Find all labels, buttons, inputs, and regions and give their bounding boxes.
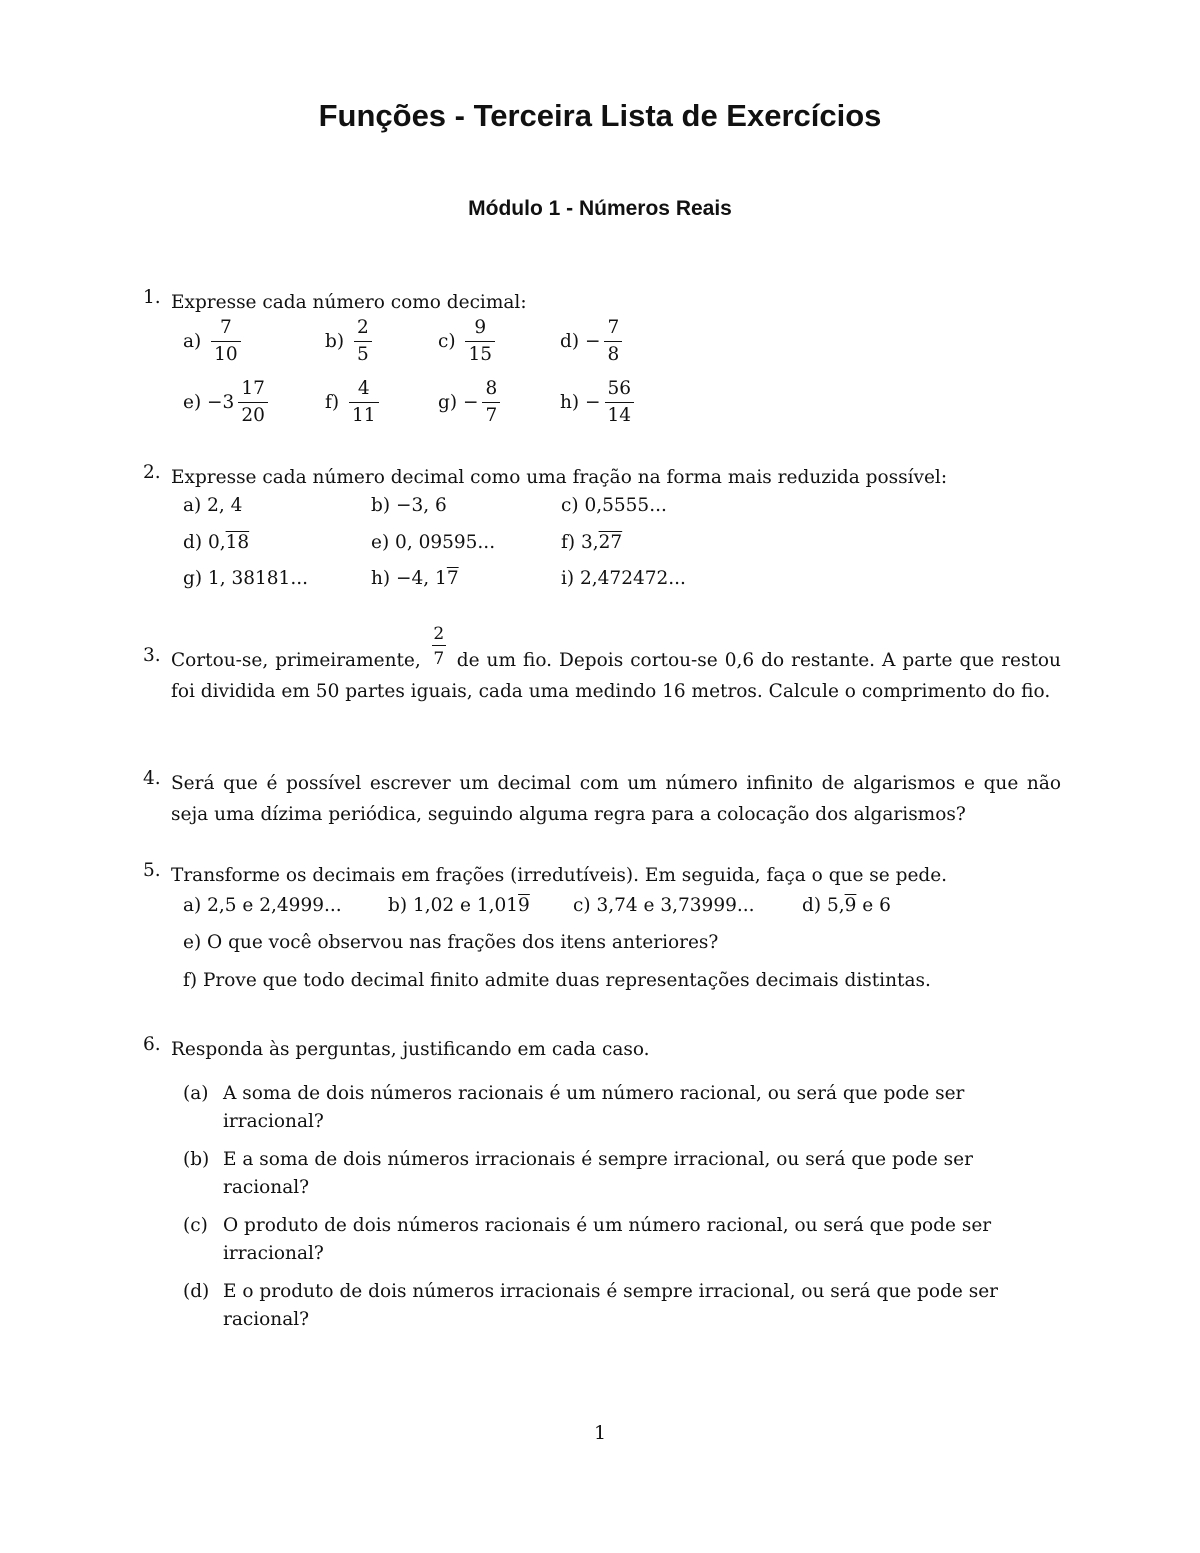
subquestion-text: A soma de dois números racionais é um número racional, ou será que pode ser irracional?	[223, 1083, 965, 1132]
question-number: 6.	[143, 1034, 161, 1055]
q2-item-text: f) 3,	[561, 532, 599, 553]
q5-item-d-suffix: e 6	[856, 895, 891, 916]
q1-item-label: d) −	[560, 331, 601, 352]
repeating-digits: 9	[518, 895, 530, 916]
q2-item-text: e) 0, 09595...	[371, 532, 496, 553]
fraction-denominator: 10	[214, 344, 238, 365]
q1-item-label: g) −	[438, 392, 479, 413]
fraction	[349, 376, 379, 429]
q5-item-c: c) 3,74 e 3,73999...	[573, 895, 755, 916]
q1-item	[560, 376, 634, 429]
fraction-numerator: 9	[465, 315, 495, 342]
fraction	[482, 376, 500, 429]
q2-item-text: c) 0,5555...	[561, 495, 667, 516]
q1-item-label: b)	[325, 331, 350, 352]
question-text	[171, 624, 1061, 707]
q5-item-a: a) 2,5 e 2,4999...	[183, 895, 342, 916]
q1-item	[560, 315, 622, 368]
repeating-digits: 18	[225, 532, 250, 553]
page-number: 1	[593, 1422, 607, 1444]
question-number: 2.	[143, 462, 161, 483]
fraction-denominator: 15	[468, 344, 493, 365]
question-number: 3.	[143, 645, 161, 666]
subquestion-label: (d)	[183, 1281, 210, 1302]
fraction-numerator: 8	[482, 376, 500, 403]
q3-text-before: Cortou-se, primeiramente,	[171, 650, 421, 671]
fraction	[211, 315, 241, 368]
fraction-denominator: 20	[241, 405, 265, 426]
fraction	[605, 376, 635, 429]
fraction-numerator: 56	[605, 376, 635, 403]
q1-item-label: c)	[438, 331, 462, 352]
q1-item	[438, 315, 495, 368]
repeating-digits: 27	[598, 532, 623, 553]
q2-item	[561, 532, 622, 553]
q2-item	[371, 532, 495, 553]
q5-item-b-text: b) 1,02 e 1,01	[388, 895, 519, 916]
q5-item-e: e) O que você observou nas frações dos itens anteriores?	[183, 932, 719, 953]
fraction-numerator: 7	[604, 315, 622, 342]
question-text: Expresse cada número como decimal:	[171, 292, 527, 313]
fraction	[238, 376, 268, 429]
question-text: Responda às perguntas, justificando em cada caso.	[171, 1039, 650, 1060]
q2-item	[183, 532, 249, 553]
module-subtitle: Módulo 1 - Números Reais	[468, 197, 732, 220]
q2-item-text: d) 0,	[183, 532, 226, 553]
question-number: 1.	[143, 287, 161, 308]
fraction-numerator: 17	[238, 376, 268, 403]
q3-fraction-bar	[432, 645, 446, 646]
question-text: Será que é possível escrever um decimal com um número infinito de algarismos e que não seja uma dízima periódica, seguindo alguma regra para a colocação dos algarismos?	[171, 773, 1061, 825]
q2-item	[183, 495, 242, 516]
q1-item	[325, 315, 372, 368]
fraction-numerator: 7	[211, 315, 241, 342]
q5-item-f: f) Prove que todo decimal finito admite duas representações decimais distintas.	[183, 970, 931, 991]
q1-item-label: f)	[325, 392, 345, 413]
q1-item-label: e) −3	[183, 392, 235, 413]
document-title: Funções - Terceira Lista de Exercícios	[318, 98, 882, 133]
subquestion-label: (c)	[183, 1215, 208, 1236]
repeating-digits: 7	[446, 568, 459, 589]
question-number: 5.	[143, 860, 161, 881]
fraction-numerator: 4	[349, 376, 379, 403]
fraction-denominator: 7	[485, 405, 498, 426]
q2-item	[561, 495, 667, 516]
q3-fraction-numerator: 2	[433, 624, 445, 644]
fraction-numerator: 2	[354, 315, 372, 342]
question-text: Transforme os decimais em frações (irredutíveis). Em seguida, faça o que se pede.	[171, 865, 948, 886]
q5-item-d	[802, 895, 891, 916]
q3-fraction-denominator: 7	[433, 649, 445, 669]
q2-item-text: b) −3, 6	[371, 495, 447, 516]
repeating-digits: 9	[844, 895, 857, 916]
q2-item-text: i) 2,472472...	[561, 568, 686, 589]
q2-item-text: g) 1, 38181...	[183, 568, 308, 589]
question-number: 4.	[143, 768, 161, 789]
q2-item	[371, 495, 447, 516]
question-text: Expresse cada número decimal como uma fração na forma mais reduzida possível:	[171, 467, 948, 488]
subquestion-text: E o produto de dois números irracionais é sempre irracional, ou será que pode ser racional?	[223, 1281, 998, 1330]
q1-item	[183, 376, 268, 429]
fraction-denominator: 14	[607, 405, 632, 426]
q2-item	[183, 568, 308, 589]
fraction	[604, 315, 622, 368]
q1-item	[325, 376, 379, 429]
fraction-denominator: 8	[607, 344, 620, 365]
q2-item	[371, 568, 459, 589]
fraction-denominator: 5	[356, 344, 369, 365]
subquestion-text: O produto de dois números racionais é um número racional, ou será que pode ser irracional?	[223, 1215, 992, 1264]
q1-item	[183, 315, 241, 368]
q5-item-b	[388, 895, 530, 916]
q3-text-after: de um fio. Depois cortou-se 0,6 do restante. A parte que restou foi dividida em 50 partes iguais, cada uma medindo 16 metros. Calcule o comprimento do fio.	[171, 650, 1061, 702]
q2-item	[561, 568, 686, 589]
subquestion-text: E a soma de dois números irracionais é sempre irracional, ou será que pode ser racional?	[223, 1149, 973, 1198]
subquestion-label: (a)	[183, 1083, 209, 1104]
q2-item-text: a) 2, 4	[183, 495, 243, 516]
q3-fraction	[428, 624, 450, 669]
subquestion-label: (b)	[183, 1149, 210, 1170]
fraction	[465, 315, 495, 368]
fraction-denominator: 11	[351, 405, 376, 426]
q1-item-label: h) −	[560, 392, 601, 413]
q2-item-text: h) −4, 1	[371, 568, 447, 589]
fraction	[354, 315, 372, 368]
q5-item-d-text: d) 5,	[802, 895, 845, 916]
q1-item	[438, 376, 500, 429]
q1-item-label: a)	[183, 331, 208, 352]
